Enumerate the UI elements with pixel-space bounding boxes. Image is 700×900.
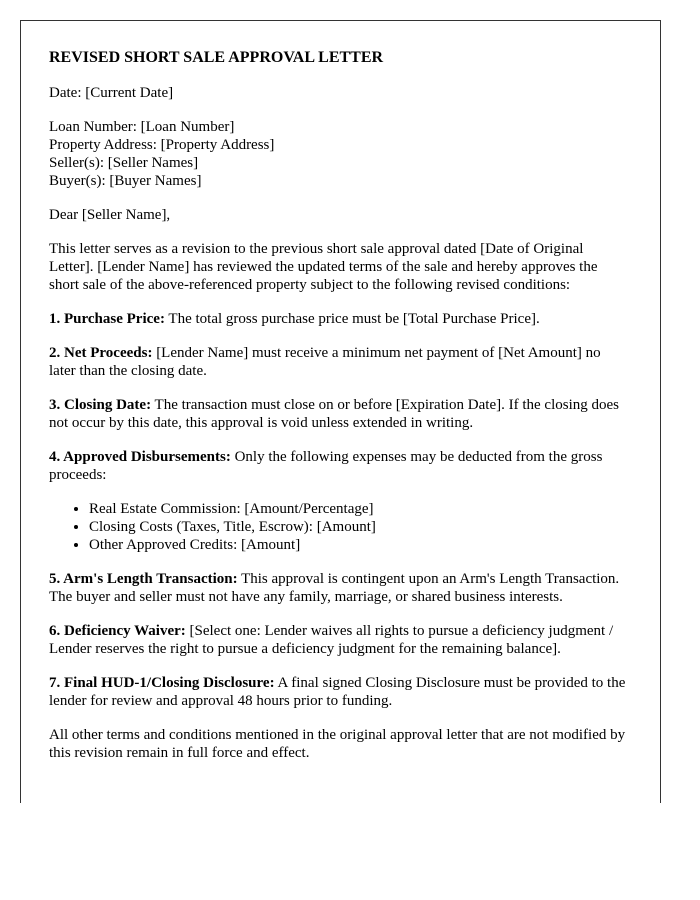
condition-label: 6. Deficiency Waiver:: [49, 623, 186, 639]
list-item: • Other Approved Credits: [Amount]: [89, 536, 631, 554]
condition-6: [49, 622, 631, 658]
letter-title: REVISED SHORT SALE APPROVAL LETTER: [49, 49, 384, 66]
condition-label: 3. Closing Date:: [49, 397, 152, 413]
condition-text: [Lender Name] must receive a minimum net payment of [Net Amount] no later than the closing date.: [49, 345, 601, 379]
buyers: Buyer(s): [Buyer Names]: [49, 173, 202, 189]
condition-text: A final signed Closing Disclosure must be provided to the lender for review and approval 48 hours prior to funding.: [49, 675, 626, 709]
condition-text: [Select one: Lender waives all rights to pursue a deficiency judgment / Lender reserves the right to pursue a deficiency judgment for the remaining balance].: [49, 623, 614, 657]
condition-4: [49, 448, 631, 484]
disbursement-list: [49, 500, 631, 554]
condition-label: 5. Arm's Length Transaction:: [49, 571, 238, 587]
closing-paragraph: All other terms and conditions mentioned in the original approval letter that are not modified by this revision remain in full force and effect.: [49, 727, 626, 761]
condition-text: The total gross purchase price must be [Total Purchase Price].: [164, 311, 540, 327]
letter-page: [20, 20, 661, 803]
condition-label: 4. Approved Disbursements:: [49, 449, 231, 465]
condition-text: Only the following expenses may be deducted from the gross proceeds:: [49, 449, 603, 483]
condition-text: This approval is contingent upon an Arm's Length Transaction. The buyer and seller must not have any family, marriage, or shared business interests.: [49, 571, 620, 605]
condition-2: [49, 344, 631, 380]
property-address: Property Address: [Property Address]: [49, 137, 275, 153]
sellers: Seller(s): [Seller Names]: [49, 155, 199, 171]
letter-details: [49, 118, 631, 190]
intro-paragraph: This letter serves as a revision to the previous short sale approval dated [Date of Original Letter]. [Lender Name] has reviewed the updated terms of the sale and hereby approves the short sale of the above-referenced property subject to the following revised conditions:: [49, 241, 598, 293]
loan-number: Loan Number: [Loan Number]: [49, 119, 235, 135]
list-item: • Closing Costs (Taxes, Title, Escrow): [Amount]: [89, 518, 631, 536]
list-item: • Real Estate Commission: [Amount/Percentage]: [89, 500, 631, 518]
condition-1: [49, 310, 631, 328]
condition-3: [49, 396, 631, 432]
condition-label: 7. Final HUD-1/Closing Disclosure:: [49, 675, 275, 691]
salutation: Dear [Seller Name],: [49, 207, 171, 223]
condition-text: The transaction must close on or before [Expiration Date]. If the closing does not occur by this date, this approval is void unless extended in writing.: [49, 397, 619, 431]
condition-label: 2. Net Proceeds:: [49, 345, 153, 361]
condition-5: [49, 570, 631, 606]
condition-7: [49, 674, 631, 710]
condition-label: 1. Purchase Price:: [49, 311, 165, 327]
date-line: Date: [Current Date]: [49, 85, 174, 101]
